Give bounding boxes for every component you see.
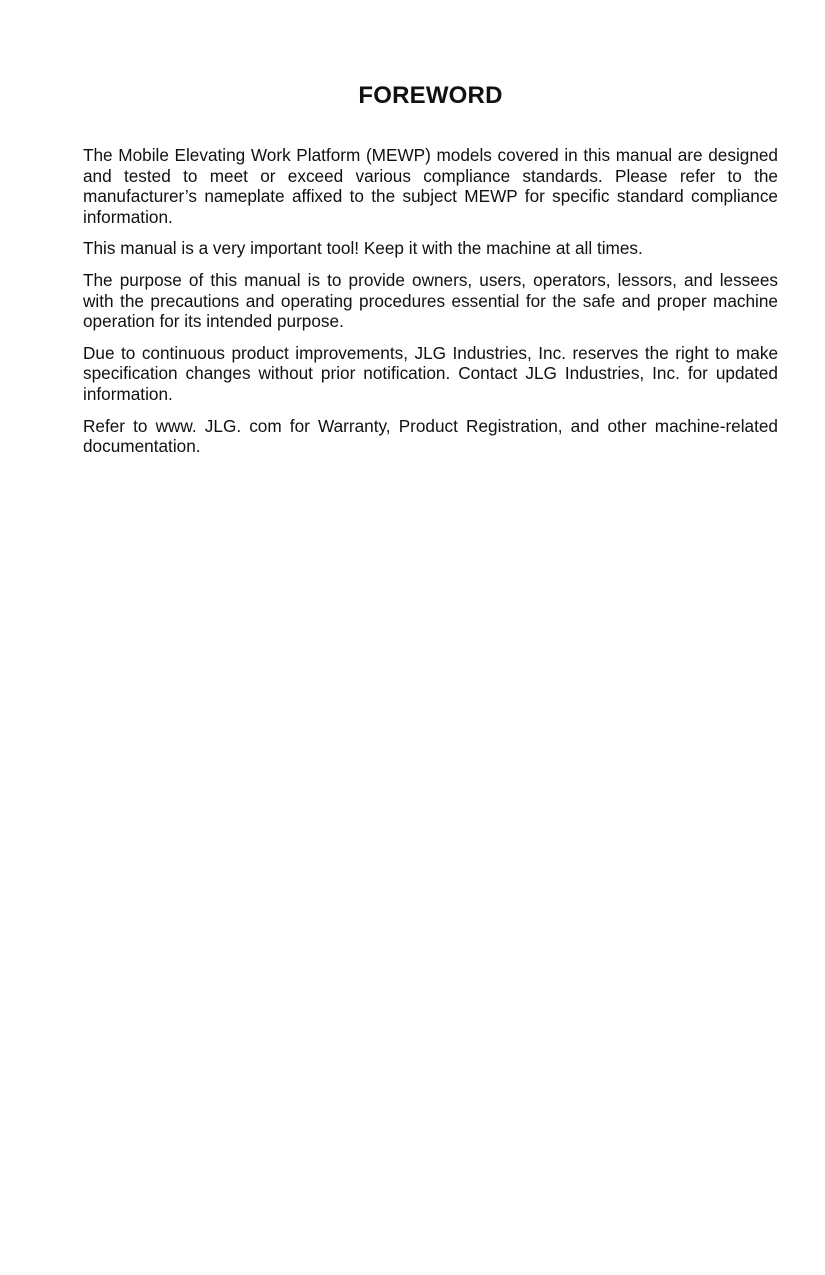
foreword-body [83,145,778,457]
page-title: FOREWORD [358,82,503,109]
paragraph-compliance: The Mobile Elevating Work Platform (MEWP) models covered in this manual are designed and tested to meet or exceed various compliance standards. Please refer to the manufacturer’s nameplate affixed to the subject MEWP for specific standard compliance information. [83,145,778,227]
foreword-page [83,0,778,468]
paragraph-purpose: The purpose of this manual is to provide owners, users, operators, lessors, and lessees with the precautions and operating procedures essential for the safe and proper machine operation for its intended purpose. [83,269,778,332]
paragraph-keep-manual: This manual is a very important tool! Keep it with the machine at all times. [83,238,643,259]
paragraph-website: Refer to www. JLG. com for Warranty, Product Registration, and other machine-related documentation. [83,415,778,457]
paragraph-improvements: Due to continuous product improvements, JLG Industries, Inc. reserves the right to make specification changes without prior notification. Contact JLG Industries, Inc. for updated information. [83,342,778,404]
